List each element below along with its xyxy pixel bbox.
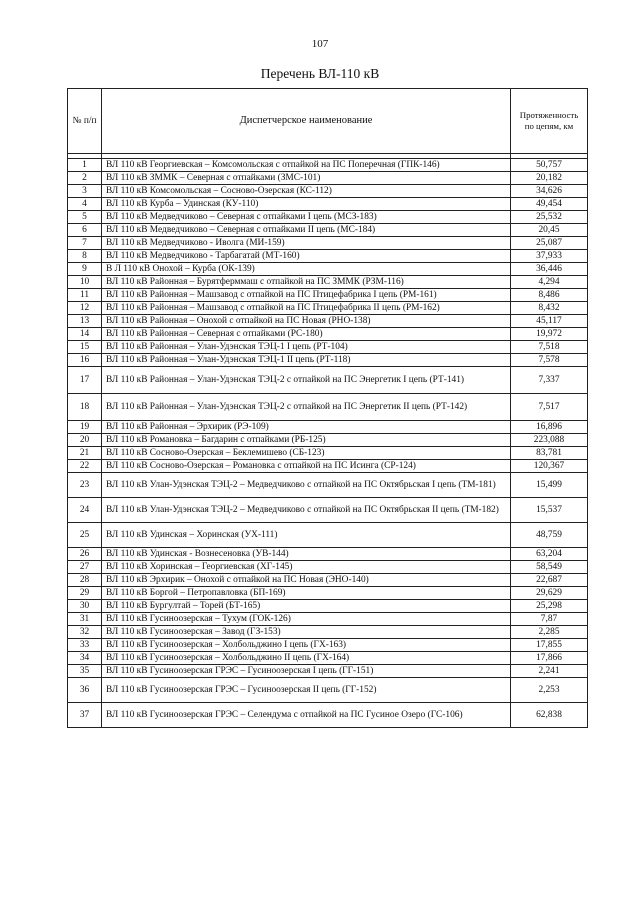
row-number: 25	[68, 523, 102, 548]
row-name: ВЛ 110 кВ ЗММК – Северная с отпайками (ЗМС-101)	[102, 172, 511, 185]
row-length: 2,285	[511, 626, 588, 639]
row-name: ВЛ 110 кВ Районная – Онохой с отпайкой на ПС Новая (РНО-138)	[102, 315, 511, 328]
row-number: 24	[68, 498, 102, 523]
row-length: 29,629	[511, 587, 588, 600]
table-row	[68, 237, 588, 250]
table-row	[68, 224, 588, 237]
row-number: 37	[68, 703, 102, 728]
row-length: 8,432	[511, 302, 588, 315]
row-length: 63,204	[511, 548, 588, 561]
row-number: 10	[68, 276, 102, 289]
table-row	[68, 250, 588, 263]
row-name: ВЛ 110 кВ Сосново-Озерская – Романовка с отпайкой на ПС Исинга (СР-124)	[102, 460, 511, 473]
row-name: ВЛ 110 кВ Районная – Улан-Удэнская ТЭЦ-1 II цепь (РТ-118)	[102, 354, 511, 367]
row-length: 2,253	[511, 678, 588, 703]
row-number: 8	[68, 250, 102, 263]
row-name: ВЛ 110 кВ Районная – Эрхирик (РЭ-109)	[102, 421, 511, 434]
row-number: 34	[68, 652, 102, 665]
row-name: ВЛ 110 кВ Удинская – Хоринская (УХ-111)	[102, 523, 511, 548]
row-length: 7,337	[511, 367, 588, 394]
row-length: 83,781	[511, 447, 588, 460]
header-length: Протяженность по цепям, км	[511, 89, 588, 154]
table-row	[68, 263, 588, 276]
row-length: 7,518	[511, 341, 588, 354]
table-row	[68, 276, 588, 289]
row-name: ВЛ 110 кВ Районная – Машзавод с отпайкой на ПС Птицефабрика I цепь (РМ-161)	[102, 289, 511, 302]
row-length: 58,549	[511, 561, 588, 574]
row-number: 28	[68, 574, 102, 587]
row-name: ВЛ 110 кВ Гусиноозерская ГРЭС – Селендума с отпайкой на ПС Гусиное Озеро (ГС-106)	[102, 703, 511, 728]
row-name: ВЛ 110 кВ Районная – Улан-Удэнская ТЭЦ-2 с отпайкой на ПС Энергетик I цепь (РТ-141)	[102, 367, 511, 394]
row-number: 15	[68, 341, 102, 354]
row-number: 5	[68, 211, 102, 224]
row-length: 49,454	[511, 198, 588, 211]
row-number: 1	[68, 159, 102, 172]
table-row	[68, 159, 588, 172]
row-length: 22,687	[511, 574, 588, 587]
row-length: 19,972	[511, 328, 588, 341]
row-number: 3	[68, 185, 102, 198]
row-length: 120,367	[511, 460, 588, 473]
document-title: Перечень ВЛ-110 кВ	[260, 66, 380, 81]
row-name: ВЛ 110 кВ Гусиноозерская ГРЭС – Гусиноозерская I цепь (ГГ-151)	[102, 665, 511, 678]
table-row	[68, 447, 588, 460]
row-name: ВЛ 110 кВ Георгиевская – Комсомольская с отпайкой на ПС Поперечная (ГПК-146)	[102, 159, 511, 172]
row-length: 36,446	[511, 263, 588, 276]
row-number: 16	[68, 354, 102, 367]
row-number: 2	[68, 172, 102, 185]
row-name: ВЛ 110 кВ Эрхирик – Онохой с отпайкой на ПС Новая (ЭНО-140)	[102, 574, 511, 587]
table-row	[68, 315, 588, 328]
row-number: 26	[68, 548, 102, 561]
table-row	[68, 185, 588, 198]
table-row	[68, 211, 588, 224]
row-length: 7,517	[511, 394, 588, 421]
row-name: ВЛ 110 кВ Улан-Удэнская ТЭЦ-2 – Медведчиково с отпайкой на ПС Октябрьская II цепь (ТМ-182)	[102, 498, 511, 523]
row-number: 19	[68, 421, 102, 434]
row-length: 25,087	[511, 237, 588, 250]
row-length: 45,117	[511, 315, 588, 328]
table-row	[68, 600, 588, 613]
row-length: 20,45	[511, 224, 588, 237]
row-length: 37,933	[511, 250, 588, 263]
row-name: ВЛ 110 кВ Гусиноозерская – Холбольджино II цепь (ГХ-164)	[102, 652, 511, 665]
row-number: 33	[68, 639, 102, 652]
row-length: 223,088	[511, 434, 588, 447]
row-length: 7,578	[511, 354, 588, 367]
header-number: № п/п	[68, 89, 102, 154]
row-number: 18	[68, 394, 102, 421]
row-name: ВЛ 110 кВ Романовка – Багдарин с отпайками (РБ-125)	[102, 434, 511, 447]
table-row	[68, 613, 588, 626]
table-row	[68, 523, 588, 548]
row-length: 8,486	[511, 289, 588, 302]
row-number: 22	[68, 460, 102, 473]
row-number: 27	[68, 561, 102, 574]
row-name: ВЛ 110 кВ Бургултай – Торей (БТ-165)	[102, 600, 511, 613]
table-row	[68, 587, 588, 600]
row-name: ВЛ 110 кВ Гусиноозерская ГРЭС – Гусиноозерская II цепь (ГГ-152)	[102, 678, 511, 703]
row-length: 48,759	[511, 523, 588, 548]
lines-table	[67, 88, 588, 728]
table-row	[68, 652, 588, 665]
row-number: 21	[68, 447, 102, 460]
row-number: 32	[68, 626, 102, 639]
table-row	[68, 548, 588, 561]
header-name: Диспетчерское наименование	[102, 89, 511, 154]
row-number: 7	[68, 237, 102, 250]
row-number: 36	[68, 678, 102, 703]
row-name: ВЛ 110 кВ Медведчиково - Тарбагатай (МТ-160)	[102, 250, 511, 263]
table-row	[68, 328, 588, 341]
row-length: 50,757	[511, 159, 588, 172]
table-row	[68, 434, 588, 447]
row-name: ВЛ 110 кВ Районная – Улан-Удэнская ТЭЦ-2 с отпайкой на ПС Энергетик II цепь (РТ-142)	[102, 394, 511, 421]
table-header-row	[68, 89, 588, 154]
table-row	[68, 574, 588, 587]
table-row	[68, 302, 588, 315]
row-number: 13	[68, 315, 102, 328]
row-name: ВЛ 110 кВ Медведчиково – Северная с отпайками II цепь (МС-184)	[102, 224, 511, 237]
row-name: ВЛ 110 кВ Районная – Бурятферммаш с отпайкой на ПС ЗММК (РЗМ-116)	[102, 276, 511, 289]
row-name: ВЛ 110 кВ Сосново-Озерская – Беклемишево (СБ-123)	[102, 447, 511, 460]
row-length: 2,241	[511, 665, 588, 678]
row-number: 29	[68, 587, 102, 600]
table-row	[68, 498, 588, 523]
table-row	[68, 639, 588, 652]
table-row	[68, 289, 588, 302]
row-length: 20,182	[511, 172, 588, 185]
row-name: ВЛ 110 кВ Районная – Машзавод с отпайкой на ПС Птицефабрика II цепь (РМ-162)	[102, 302, 511, 315]
row-number: 14	[68, 328, 102, 341]
table-row	[68, 678, 588, 703]
row-number: 31	[68, 613, 102, 626]
table-row	[68, 354, 588, 367]
page-number: 107	[311, 38, 329, 50]
table-row	[68, 703, 588, 728]
table-row	[68, 460, 588, 473]
row-number: 35	[68, 665, 102, 678]
row-number: 20	[68, 434, 102, 447]
row-name: ВЛ 110 кВ Районная – Улан-Удэнская ТЭЦ-1 I цепь (РТ-104)	[102, 341, 511, 354]
row-length: 17,855	[511, 639, 588, 652]
table-row	[68, 626, 588, 639]
row-length: 4,294	[511, 276, 588, 289]
row-length: 16,896	[511, 421, 588, 434]
row-number: 12	[68, 302, 102, 315]
table-row	[68, 172, 588, 185]
row-name: ВЛ 110 кВ Гусиноозерская – Завод (ГЗ-153)	[102, 626, 511, 639]
row-length: 15,499	[511, 473, 588, 498]
row-length: 17,866	[511, 652, 588, 665]
row-name: ВЛ 110 кВ Гусиноозерская – Тухум (ГОК-126)	[102, 613, 511, 626]
row-name: ВЛ 110 кВ Комсомольская – Сосново-Озерская (КС-112)	[102, 185, 511, 198]
table-row	[68, 198, 588, 211]
row-name: ВЛ 110 кВ Хоринская – Георгиевская (ХГ-145)	[102, 561, 511, 574]
row-length: 62,838	[511, 703, 588, 728]
table-row	[68, 367, 588, 394]
row-number: 6	[68, 224, 102, 237]
row-name: ВЛ 110 кВ Медведчиково – Северная с отпайками I цепь (МСЗ-183)	[102, 211, 511, 224]
row-number: 17	[68, 367, 102, 394]
row-number: 23	[68, 473, 102, 498]
table-row	[68, 665, 588, 678]
row-name: ВЛ 110 кВ Районная – Северная с отпайками (РС-180)	[102, 328, 511, 341]
row-name: ВЛ 110 кВ Удинская - Вознесеновка (УВ-144)	[102, 548, 511, 561]
row-number: 11	[68, 289, 102, 302]
table-row	[68, 341, 588, 354]
row-name: ВЛ 110 кВ Боргой – Петропавловка (БП-169)	[102, 587, 511, 600]
row-length: 25,298	[511, 600, 588, 613]
row-name: ВЛ 110 кВ Гусиноозерская – Холбольджино I цепь (ГХ-163)	[102, 639, 511, 652]
table-row	[68, 473, 588, 498]
table-row	[68, 394, 588, 421]
row-length: 34,626	[511, 185, 588, 198]
row-length: 7,87	[511, 613, 588, 626]
table-body	[68, 154, 588, 728]
row-number: 30	[68, 600, 102, 613]
table-row	[68, 561, 588, 574]
row-length: 25,532	[511, 211, 588, 224]
row-name: ВЛ 110 кВ Курба – Удинская (КУ-110)	[102, 198, 511, 211]
row-number: 9	[68, 263, 102, 276]
row-name: ВЛ 110 кВ Медведчиково - Иволга (МИ-159)	[102, 237, 511, 250]
row-length: 15,537	[511, 498, 588, 523]
table-row	[68, 421, 588, 434]
row-number: 4	[68, 198, 102, 211]
row-name: ВЛ 110 кВ Улан-Удэнская ТЭЦ-2 – Медведчиково с отпайкой на ПС Октябрьская I цепь (ТМ-181)	[102, 473, 511, 498]
row-name: В Л 110 кВ Онохой – Курба (ОК-139)	[102, 263, 511, 276]
